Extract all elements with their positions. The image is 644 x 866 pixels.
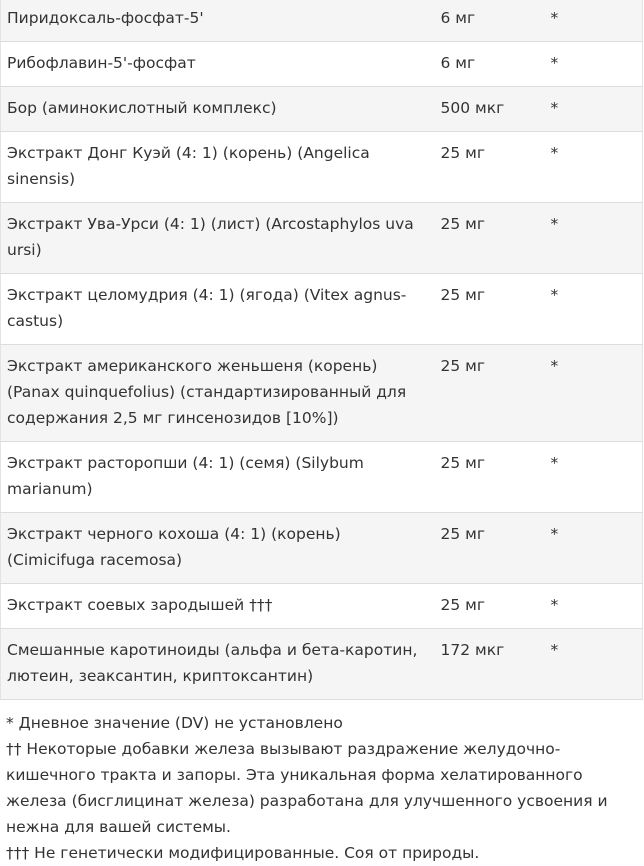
ingredient-amount: 25 мг	[429, 203, 525, 274]
ingredient-name: Экстракт американского женьшеня (корень) (Panax quinquefolius) (стандартизированный для содержания 2,5 мг гинсенозидов [10%])	[1, 345, 429, 442]
table-body	[1, 0, 643, 700]
ingredient-amount: 25 мг	[429, 442, 525, 513]
ingredient-name: Экстракт целомудрия (4: 1) (ягода) (Vitex agnus-castus)	[1, 274, 429, 345]
ingredient-name: Бор (аминокислотный комплекс)	[1, 87, 429, 132]
daily-value: *	[525, 513, 643, 584]
footnote-gmo: ††† Не генетически модифицированные. Соя от природы.	[6, 844, 480, 862]
table-row	[1, 0, 643, 42]
ingredient-amount: 25 мг	[429, 513, 525, 584]
ingredient-amount: 500 мкг	[429, 87, 525, 132]
footnote-dv: * Дневное значение (DV) не установлено	[6, 714, 343, 732]
daily-value: *	[525, 345, 643, 442]
ingredient-name: Экстракт соевых зародышей †††	[1, 584, 429, 629]
ingredient-name: Смешанные каротиноиды (альфа и бета-каротин, лютеин, зеаксантин, криптоксантин)	[1, 629, 429, 700]
ingredient-name: Экстракт Ува-Урси (4: 1) (лист) (Arcostaphylos uva ursi)	[1, 203, 429, 274]
daily-value: *	[525, 132, 643, 203]
footnote-iron: †† Некоторые добавки железа вызывают раздражение желудочно-кишечного тракта и запоры. Эта уникальная форма хелатированного железа (бисглицинат железа) разработана для улучшенного усвоения и нежна для вашей системы.	[6, 740, 608, 836]
ingredient-amount: 25 мг	[429, 584, 525, 629]
daily-value: *	[525, 584, 643, 629]
table-row	[1, 87, 643, 132]
ingredient-amount: 172 мкг	[429, 629, 525, 700]
ingredient-amount: 25 мг	[429, 345, 525, 442]
table-row	[1, 442, 643, 513]
footnotes	[0, 700, 644, 866]
daily-value: *	[525, 42, 643, 87]
ingredient-name: Рибофлавин-5'-фосфат	[1, 42, 429, 87]
ingredient-name: Экстракт Донг Куэй (4: 1) (корень) (Angelica sinensis)	[1, 132, 429, 203]
table-row	[1, 42, 643, 87]
ingredient-name: Экстракт черного кохоша (4: 1) (корень) (Cimicifuga racemosa)	[1, 513, 429, 584]
table-row	[1, 345, 643, 442]
table-row	[1, 513, 643, 584]
table-row	[1, 203, 643, 274]
daily-value: *	[525, 629, 643, 700]
table-row	[1, 629, 643, 700]
ingredient-amount: 6 мг	[429, 0, 525, 42]
table-row	[1, 132, 643, 203]
ingredient-amount: 25 мг	[429, 132, 525, 203]
table-row	[1, 274, 643, 345]
ingredient-name: Экстракт расторопши (4: 1) (семя) (Silybum marianum)	[1, 442, 429, 513]
daily-value: *	[525, 0, 643, 42]
ingredient-amount: 6 мг	[429, 42, 525, 87]
daily-value: *	[525, 203, 643, 274]
daily-value: *	[525, 274, 643, 345]
daily-value: *	[525, 87, 643, 132]
daily-value: *	[525, 442, 643, 513]
table-row	[1, 584, 643, 629]
ingredient-name: Пиридоксаль-фосфат-5'	[1, 0, 429, 42]
ingredient-amount: 25 мг	[429, 274, 525, 345]
